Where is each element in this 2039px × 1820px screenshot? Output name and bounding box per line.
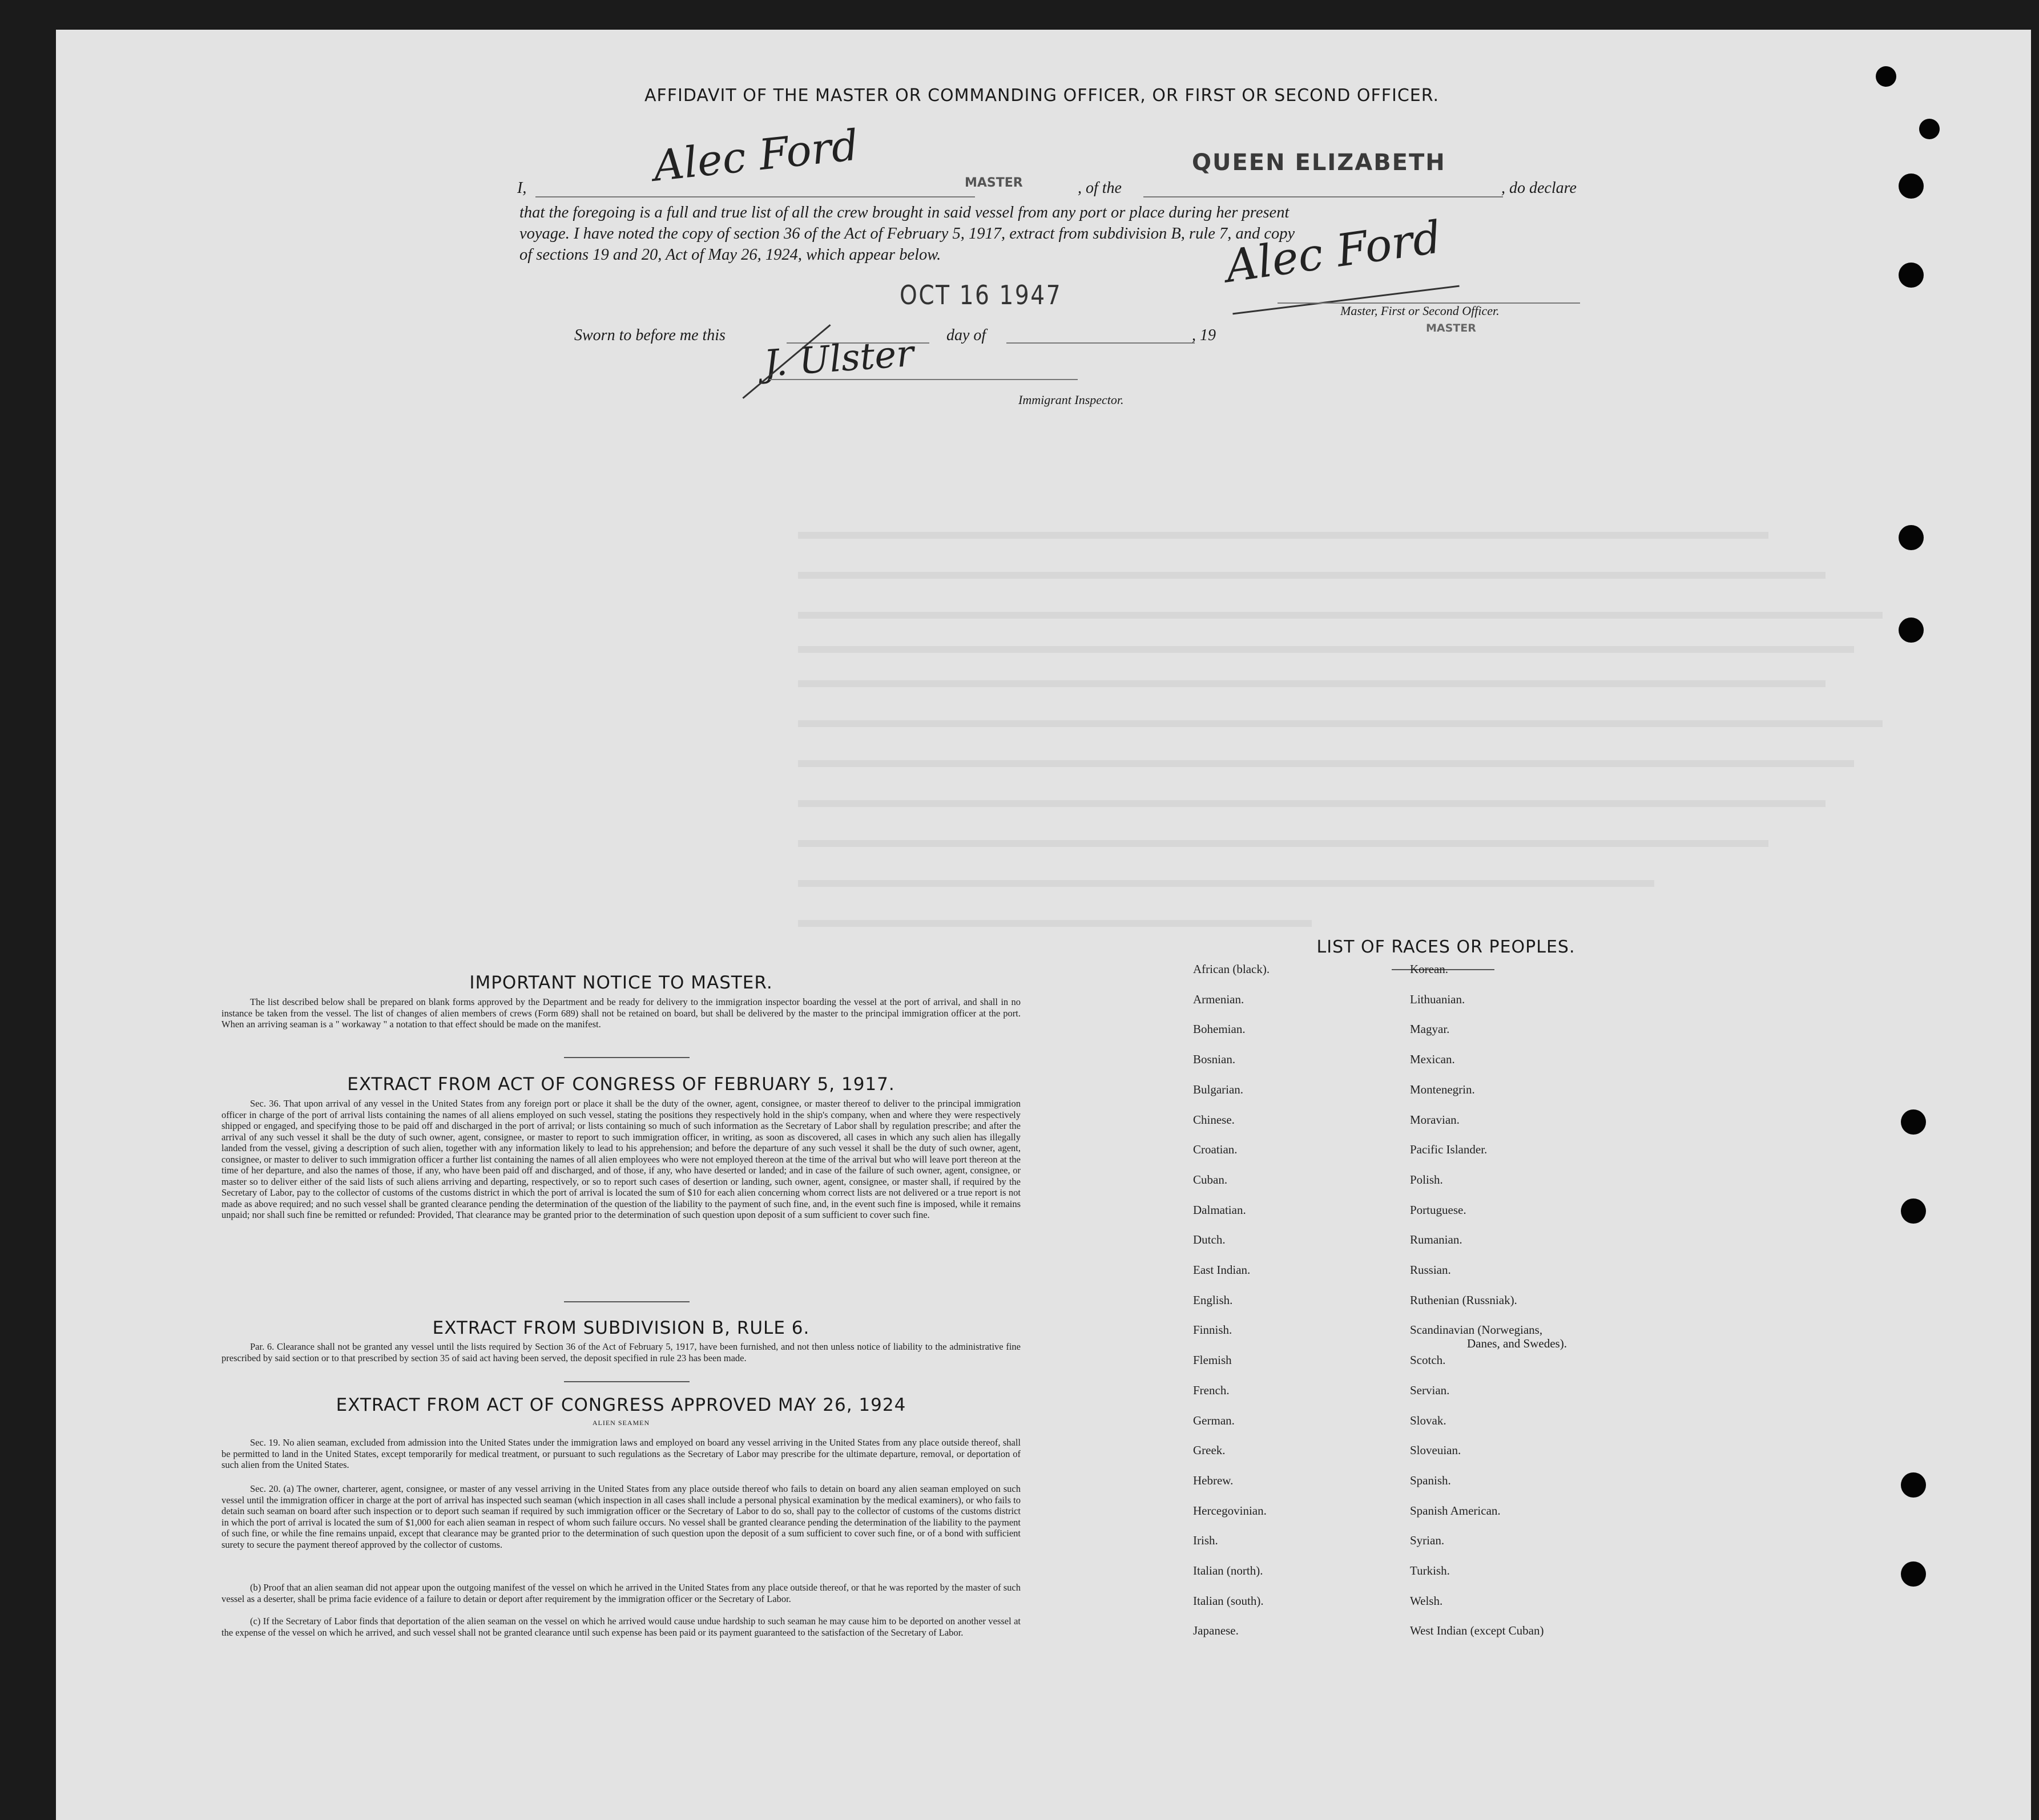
race-item: Italian (south). [1193,1593,1264,1608]
race-item: Japanese. [1193,1624,1239,1638]
bleed-through [798,720,1883,727]
bleed-through [798,612,1883,619]
race-item: Russian. [1410,1263,1451,1277]
extract-1924-title: EXTRACT FROM ACT OF CONGRESS APPROVED MAY 26, 1924 [336,1395,906,1415]
race-item: Greek. [1193,1443,1226,1458]
notice-text: The list described below shall be prepared on blank forms approved by the Department and be ready for delivery to the immigration inspector boarding the vessel at the port of arrival, and shall in no instance be taken from the vessel. The list of changes of alien members of crews (Form 689) shall not be retained on board, but shall be delivered by the master to the principal immigration officer at the port. When an arriving seaman is a " workaway " a notation to that effect should be made on the manifest. [221,996,1021,1030]
extract-1917-text: Sec. 36. That upon arrival of any vessel in the United States from any foreign port or place it shall be the duty of the owner, agent, consignee, or master thereof to deliver to the principal immigration officer in charge of the port of arrival lists containing the names of all aliens employed on such vessel, stating the positions they respectively hold in the ship's company, when and where they were respectively shipped or engaged, and specifying those to be paid off and discharged in the port of arrival; or lists containing so much of such information as the Secretary of Labor shall by regulation prescribe; and after the arrival of any such vessel it shall be the duty of such owner, agent, consignee, or master to report to such immigration officer, in writing, as soon as discovered, all cases in which any such alien has illegally landed from the vessel, giving a description of such alien, together with any information likely to lead to his apprehension; and before the departure of any such vessel it shall be the duty of such owner, agent, consignee, or master to deliver to such immigration officer a further list containing the names of all alien employees who were not employed thereon at the time of the arrival but who will leave port thereon at the time of her departure, and also the names of those, if any, who have been paid off and discharged, and of those, if any, who have deserted or landed; and in case of the failure of such owner, agent, consignee, or master so to deliver either of the said lists of such aliens arriving and departing, respectively, or so to report such cases of desertion or landing, such owner, agent, consignee, or master shall, if required by the Secretary of Labor, pay to the collector of customs of the customs district in which the port of arrival is located the sum of $10 for each alien concerning whom correct lists are not delivered or a true report is not made as above required; and no such vessel shall be granted clearance pending the determination of the question of the liability to the payment of such fine, and, in the event such fine is imposed, while it remains unpaid; nor shall such fine be remitted or refunded: Provided, That clearance may be granted prior to the determination of such question upon deposit of a sum sufficient to cover such fine. [221,1098,1021,1220]
race-item: Bulgarian. [1193,1082,1244,1096]
race-item: Italian (north). [1193,1564,1263,1577]
divider [564,1381,690,1382]
rank-stamp: MASTER [965,176,1023,190]
race-item: Pacific Islander. [1410,1143,1488,1157]
race-item: Scotch. [1410,1353,1446,1367]
ship-line [1143,196,1503,197]
master-name-signature: Alec Ford [651,120,861,191]
bleed-through [798,572,1826,579]
race-item: Dalmatian. [1193,1202,1246,1217]
year-label: , 19 [1192,326,1216,344]
date-stamp: OCT 16 1947 [900,280,1062,310]
day-of-label: day of [946,326,986,344]
binder-hole [1901,1109,1926,1135]
extract-1924-sec20a: Sec. 20. (a) The owner, charterer, agent, consignee, or master of any vessel arriving in the United States from any place outside thereof who fails to detain on board any alien seaman employed on such vessel until the immigration officer in charge at the port of arrival has inspected such seaman (which inspection in all cases shall include a personal physical examination by the medical examiners), or who fails to detain such seaman on board after such inspection or to deport such seaman if required by such immigration officer or the Secretary of Labor to do so, shall pay to the collector of customs of the customs district in which the port of arrival is located the sum of $1,000 for each alien seaman in respect of whom such failure occurs. No vessel shall be granted clearance pending the determination of the liability to the payment of such fine, or while the fine remains unpaid, except that clearance may be granted prior to the determination of such question upon the deposit of a sum sufficient to cover such fine, or of a bond with sufficient surety to secure the payment thereof approved by the collector of customs. [221,1483,1021,1550]
race-item: Scandinavian (Norwegians, [1410,1323,1543,1337]
race-item: Cuban. [1193,1172,1228,1187]
sworn-label: Sworn to before me this [574,326,726,344]
master-stamp: MASTER [1426,322,1476,334]
race-item: Sloveuian. [1410,1443,1461,1458]
affidavit-body-line2: voyage. I have noted the copy of section 36 of the Act of February 5, 1917, extract from subdivision B, rule 7, and copy [519,225,1295,243]
race-item: German. [1193,1413,1235,1427]
divider [564,1301,690,1302]
master-caption: Master, First or Second Officer. [1340,304,1500,318]
race-item: Montenegrin. [1410,1082,1475,1096]
bleed-through [798,920,1312,927]
race-item: Ruthenian (Russniak). [1410,1293,1517,1307]
binder-hole [1876,66,1896,87]
race-item: Hebrew. [1193,1473,1234,1487]
race-item: Syrian. [1410,1534,1445,1548]
race-item: African (black). [1193,962,1270,976]
binder-hole [1901,1198,1926,1224]
binder-hole [1919,119,1940,139]
race-item: Irish. [1193,1534,1218,1548]
race-item: Turkish. [1410,1564,1450,1577]
extract-1917-title: EXTRACT FROM ACT OF CONGRESS OF FEBRUARY 5, 1917. [347,1074,895,1095]
month-line [1006,342,1195,344]
bleed-through [798,760,1854,767]
affidavit-i-label: I, [517,179,527,197]
scandinavian-continuation: Danes, and Swedes). [1467,1337,1567,1351]
race-item: Spanish. [1410,1473,1451,1487]
race-item: Moravian. [1410,1112,1460,1127]
race-item: Slovak. [1410,1413,1446,1427]
binder-hole [1899,263,1924,288]
race-item: Chinese. [1193,1112,1235,1127]
binder-hole [1899,525,1924,550]
subdivision-text: Par. 6. Clearance shall not be granted any vessel until the lists required by Section 36 of the Act of February 5, 1917, have been furnished, and not then unless notice of liability to the administrative fine prescribed by said section or to that prescribed by section 35 of said act having been served, the deposit specified in rule 23 has been made. [221,1341,1021,1363]
race-item: East Indian. [1193,1263,1251,1277]
race-item: English. [1193,1293,1233,1307]
master-signature: Alec Ford [1222,211,1445,293]
race-item: Korean. [1410,962,1449,976]
notice-title: IMPORTANT NOTICE TO MASTER. [469,972,773,993]
subdivision-title: EXTRACT FROM SUBDIVISION B, RULE 6. [432,1318,810,1338]
extract-1924-sec20c: (c) If the Secretary of Labor finds that deportation of the alien seaman on the vessel on which he arrived would cause undue hardship to such seaman he may cause him to be deported on another vessel at the expense of the vessel on which he arrived, and such vessel shall not be granted clearance until such expense has been paid or its payment guaranteed to the satisfaction of the Secretary of Labor. [221,1616,1021,1638]
divider [564,1057,690,1058]
bleed-through [798,532,1768,539]
affidavit-body-line1: that the foregoing is a full and true list of all the crew brought in said vessel from any port or place during her present [519,204,1290,221]
inspector-signature: J. Ulster [762,332,916,386]
race-item: Spanish American. [1410,1503,1501,1518]
binder-hole [1901,1561,1926,1587]
race-item: Finnish. [1193,1323,1232,1337]
affidavit-title: AFFIDAVIT OF THE MASTER OR COMMANDING OFFICER, OR FIRST OR SECOND OFFICER. [644,86,1440,106]
race-item: Rumanian. [1410,1233,1462,1247]
affidavit-body-line3: of sections 19 and 20, Act of May 26, 1924, which appear below. [519,246,941,264]
race-item: Croatian. [1193,1143,1238,1157]
race-item: Lithuanian. [1410,992,1465,1006]
bleed-through [798,840,1768,847]
inspector-line [769,379,1078,380]
bleed-through [798,680,1826,687]
race-item: French. [1193,1383,1230,1397]
race-item: Welsh. [1410,1593,1443,1608]
race-item: Polish. [1410,1172,1443,1187]
binder-hole [1899,173,1924,199]
race-item: West Indian (except Cuban) [1410,1624,1544,1638]
ship-name-stamp: QUEEN ELIZABETH [1192,150,1446,176]
bleed-through [798,880,1654,887]
binder-hole [1901,1472,1926,1498]
extract-1924-sec19: Sec. 19. No alien seaman, excluded from admission into the United States under the immigration laws and employed on board any vessel arriving in the United States from any place outside thereof, shall be permitted to land in the United States, except temporarily for medical treatment, or pursuant to such regulations as the Secretary of Labor may prescribe for the ultimate departure, removal, or deportation of such alien from the United States. [221,1437,1021,1470]
of-the-label: , of the [1078,179,1122,197]
extract-1924-subtitle: ALIEN SEAMEN [592,1419,650,1427]
inspector-caption: Immigrant Inspector. [1018,393,1124,407]
race-item: Dutch. [1193,1233,1226,1247]
race-item: Servian. [1410,1383,1450,1397]
race-item: Armenian. [1193,992,1244,1006]
race-item: Bosnian. [1193,1052,1236,1067]
do-declare-label: , do declare [1501,179,1577,197]
race-item: Mexican. [1410,1052,1455,1067]
race-item: Portuguese. [1410,1202,1466,1217]
race-item: Bohemian. [1193,1022,1246,1036]
races-title: LIST OF RACES OR PEOPLES. [1316,937,1575,957]
race-item: Hercegovinian. [1193,1503,1267,1518]
extract-1924-sec20b: (b) Proof that an alien seaman did not appear upon the outgoing manifest of the vessel on which he arrived in the United States from any place outside thereof, or that he was reported by the master of such vessel as a deserter, shall be prima facie evidence of a failure to detain or deport after requirement by the immigration officer or the Secretary of Labor. [221,1582,1021,1604]
binder-hole [1899,618,1924,643]
bleed-through [798,646,1854,653]
race-item: Magyar. [1410,1022,1450,1036]
name-line [535,196,975,197]
race-item: Flemish [1193,1353,1232,1367]
bleed-through [798,800,1826,807]
document-page [56,30,2031,1820]
